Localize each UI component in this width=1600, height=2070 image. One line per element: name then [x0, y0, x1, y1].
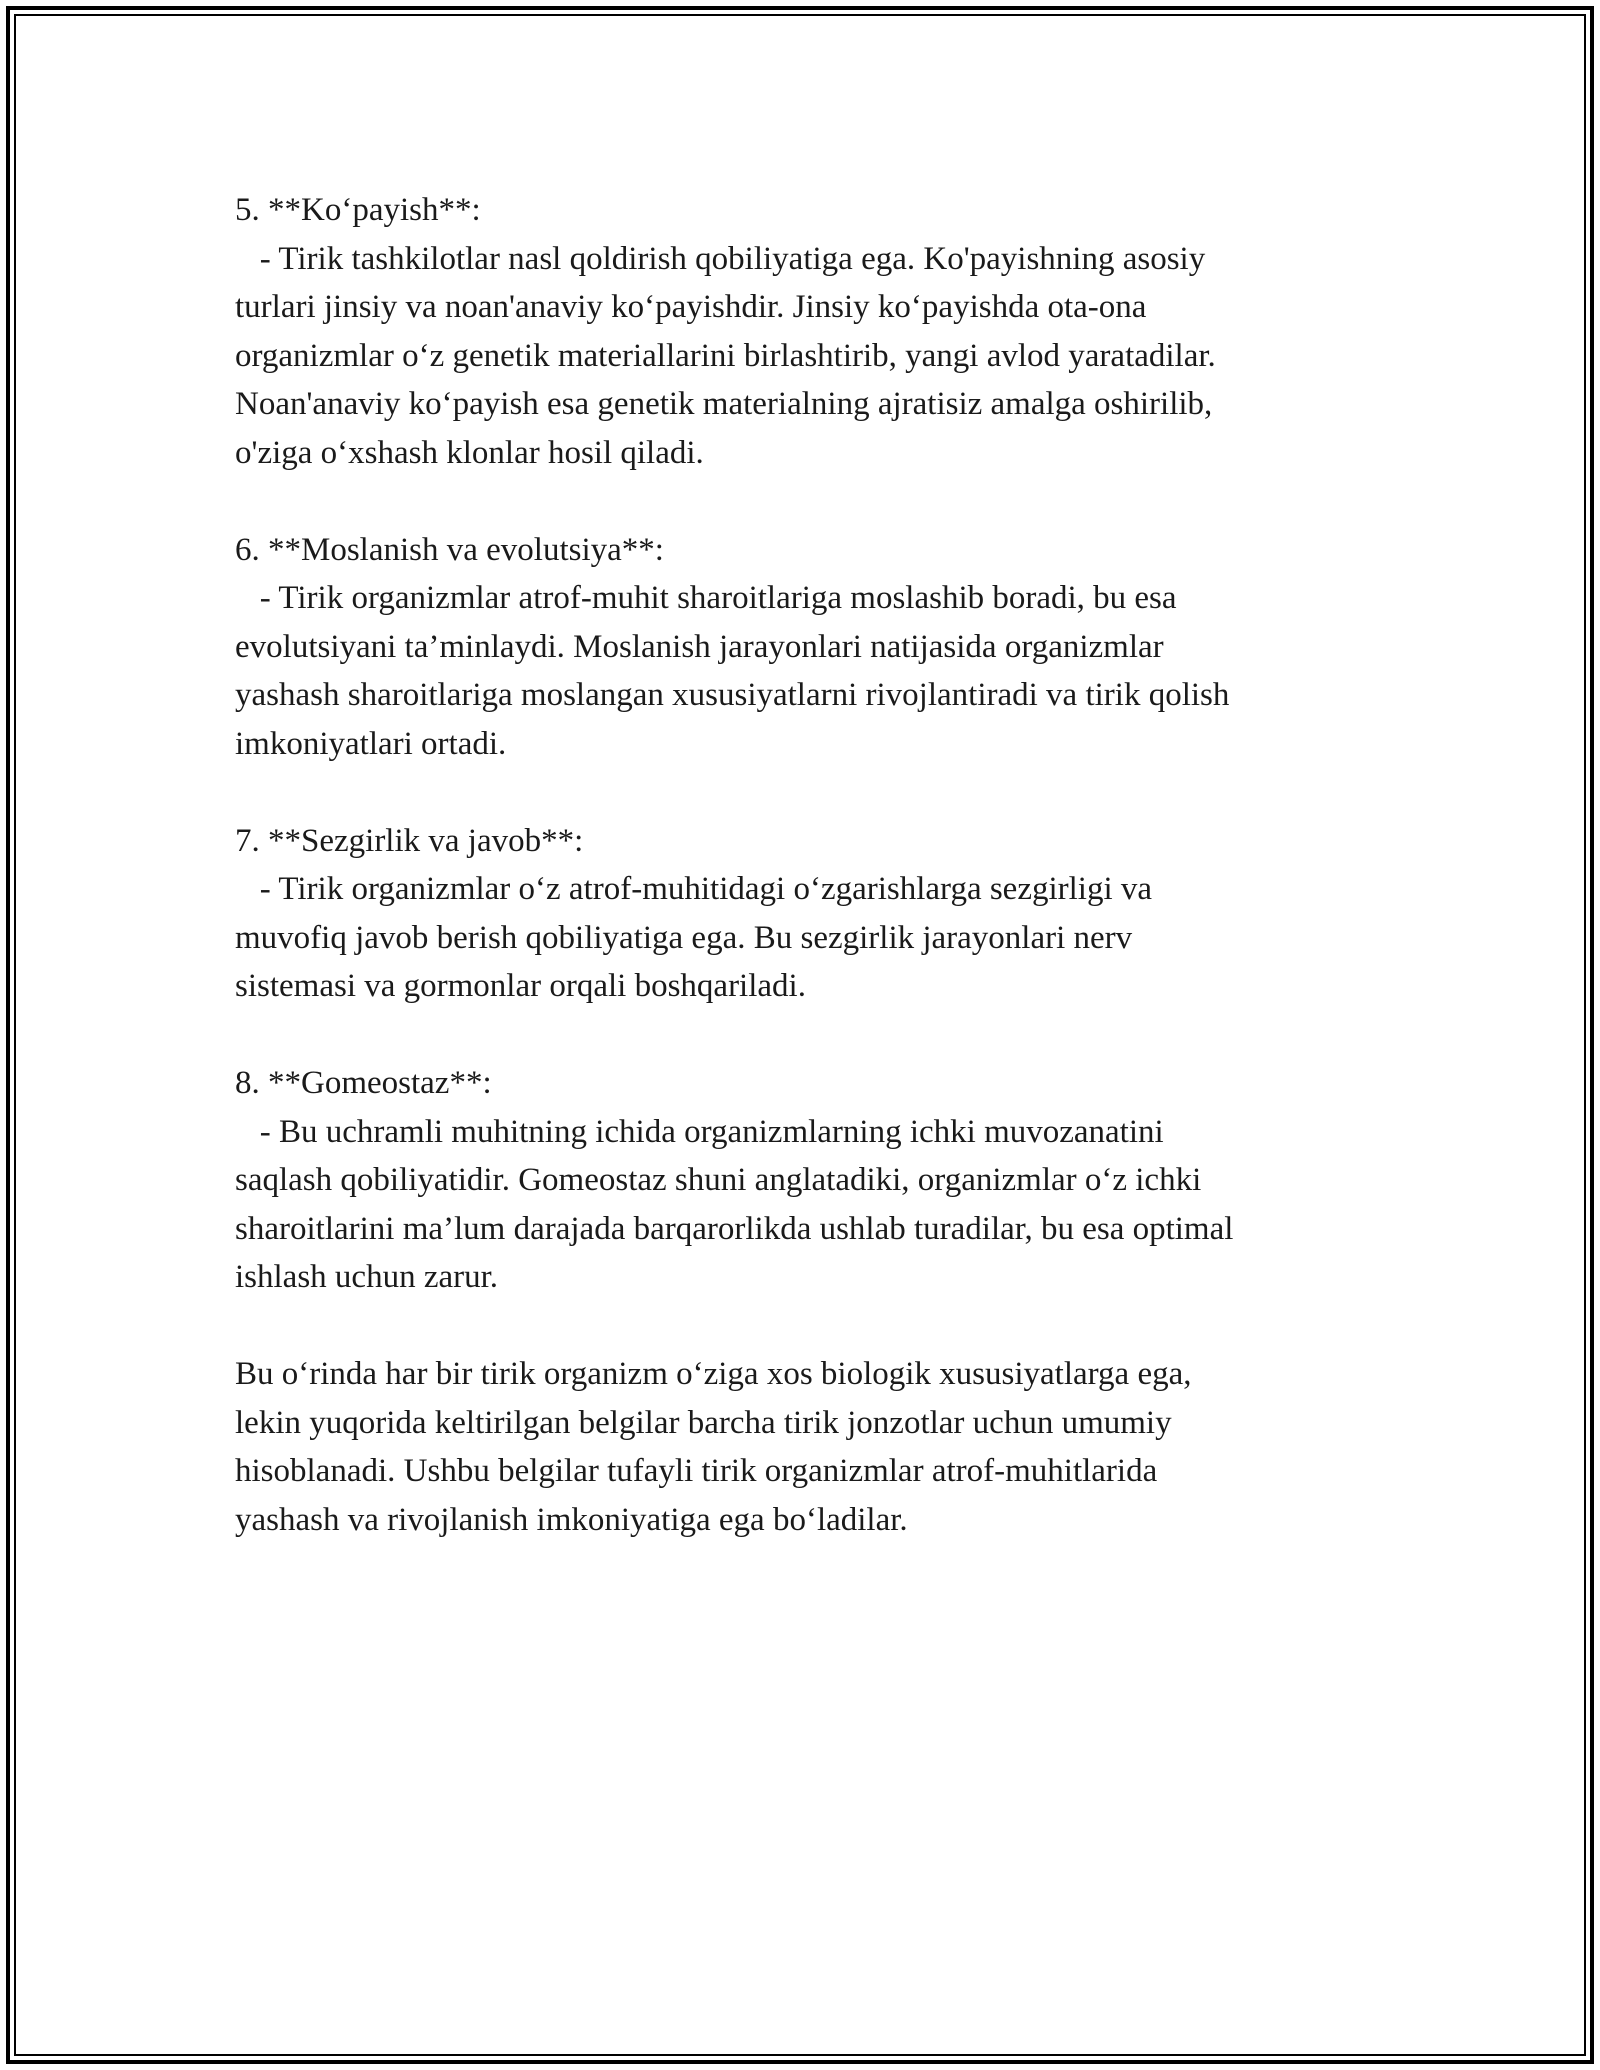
text-line: Noan'anaviy ko‘payish esa genetik materialning ajratisiz amalga oshirilib,	[235, 386, 1213, 422]
text-line: imkoniyatlari ortadi.	[235, 725, 507, 762]
text-line: turlari jinsiy va noan'anaviy ko‘payishdir. Jinsiy ko‘payishda ota-ona	[235, 289, 1147, 325]
section-kopayish	[235, 186, 1365, 477]
text-line: muvofiq javob berish qobiliyatiga ega. Bu sezgirlik jarayonlari nerv	[235, 919, 1133, 956]
conclusion-paragraph	[235, 1350, 1365, 1544]
text-line: yashash sharoitlariga moslangan xususiyatlarni rivojlantiradi va tirik qolish	[235, 677, 1230, 713]
text-line: sistemasi va gormonlar orqali boshqariladi.	[235, 968, 806, 1004]
section-sezgirlik	[235, 817, 1365, 1011]
text-line: - Tirik tashkilotlar nasl qoldirish qobiliyatiga ega. Ko'payishning asosiy	[235, 240, 1206, 277]
document-body	[235, 186, 1365, 1593]
text-line: yashash va rivojlanish imkoniyatiga ega bo‘ladilar.	[235, 1501, 908, 1538]
text-line: saqlash qobiliyatidir. Gomeostaz shuni anglatadiki, organizmlar o‘z ichki	[235, 1162, 1202, 1198]
section-heading: 8. **Gomeostaz**:	[235, 1065, 492, 1101]
text-line: evolutsiyani ta’minlaydi. Moslanish jarayonlari natijasida organizmlar	[235, 628, 1164, 665]
text-line: sharoitlarini ma’lum darajada barqarorlikda ushlab turadilar, bu esa optimal	[235, 1210, 1234, 1247]
section-heading: 7. **Sezgirlik va javob**:	[235, 822, 584, 859]
section-gomeostaz	[235, 1059, 1365, 1302]
text-line: organizmlar o‘z genetik materiallarini birlashtirib, yangi avlod yaratadilar.	[235, 337, 1216, 374]
text-line: lekin yuqorida keltirilgan belgilar barcha tirik jonzotlar uchun umumiy	[235, 1404, 1172, 1441]
text-line: o'ziga o‘xshash klonlar hosil qiladi.	[235, 434, 704, 471]
section-heading: 6. **Moslanish va evolutsiya**:	[235, 531, 664, 568]
text-line: - Bu uchramli muhitning ichida organizmlarning ichki muvozanatini	[235, 1113, 1164, 1150]
section-heading: 5. **Ko‘payish**:	[235, 192, 481, 228]
text-line: hisoblanadi. Ushbu belgilar tufayli tirik organizmlar atrof-muhitlarida	[235, 1453, 1158, 1489]
text-line: ishlash uchun zarur.	[235, 1259, 499, 1295]
text-line: - Tirik organizmlar o‘z atrof-muhitidagi o‘zgarishlarga sezgirligi va	[235, 871, 1153, 907]
section-moslanish	[235, 526, 1365, 769]
text-line: - Tirik organizmlar atrof-muhit sharoitlariga moslashib boradi, bu esa	[235, 580, 1177, 616]
text-line: Bu o‘rinda har bir tirik organizm o‘ziga xos biologik xususiyatlarga ega,	[235, 1356, 1192, 1392]
